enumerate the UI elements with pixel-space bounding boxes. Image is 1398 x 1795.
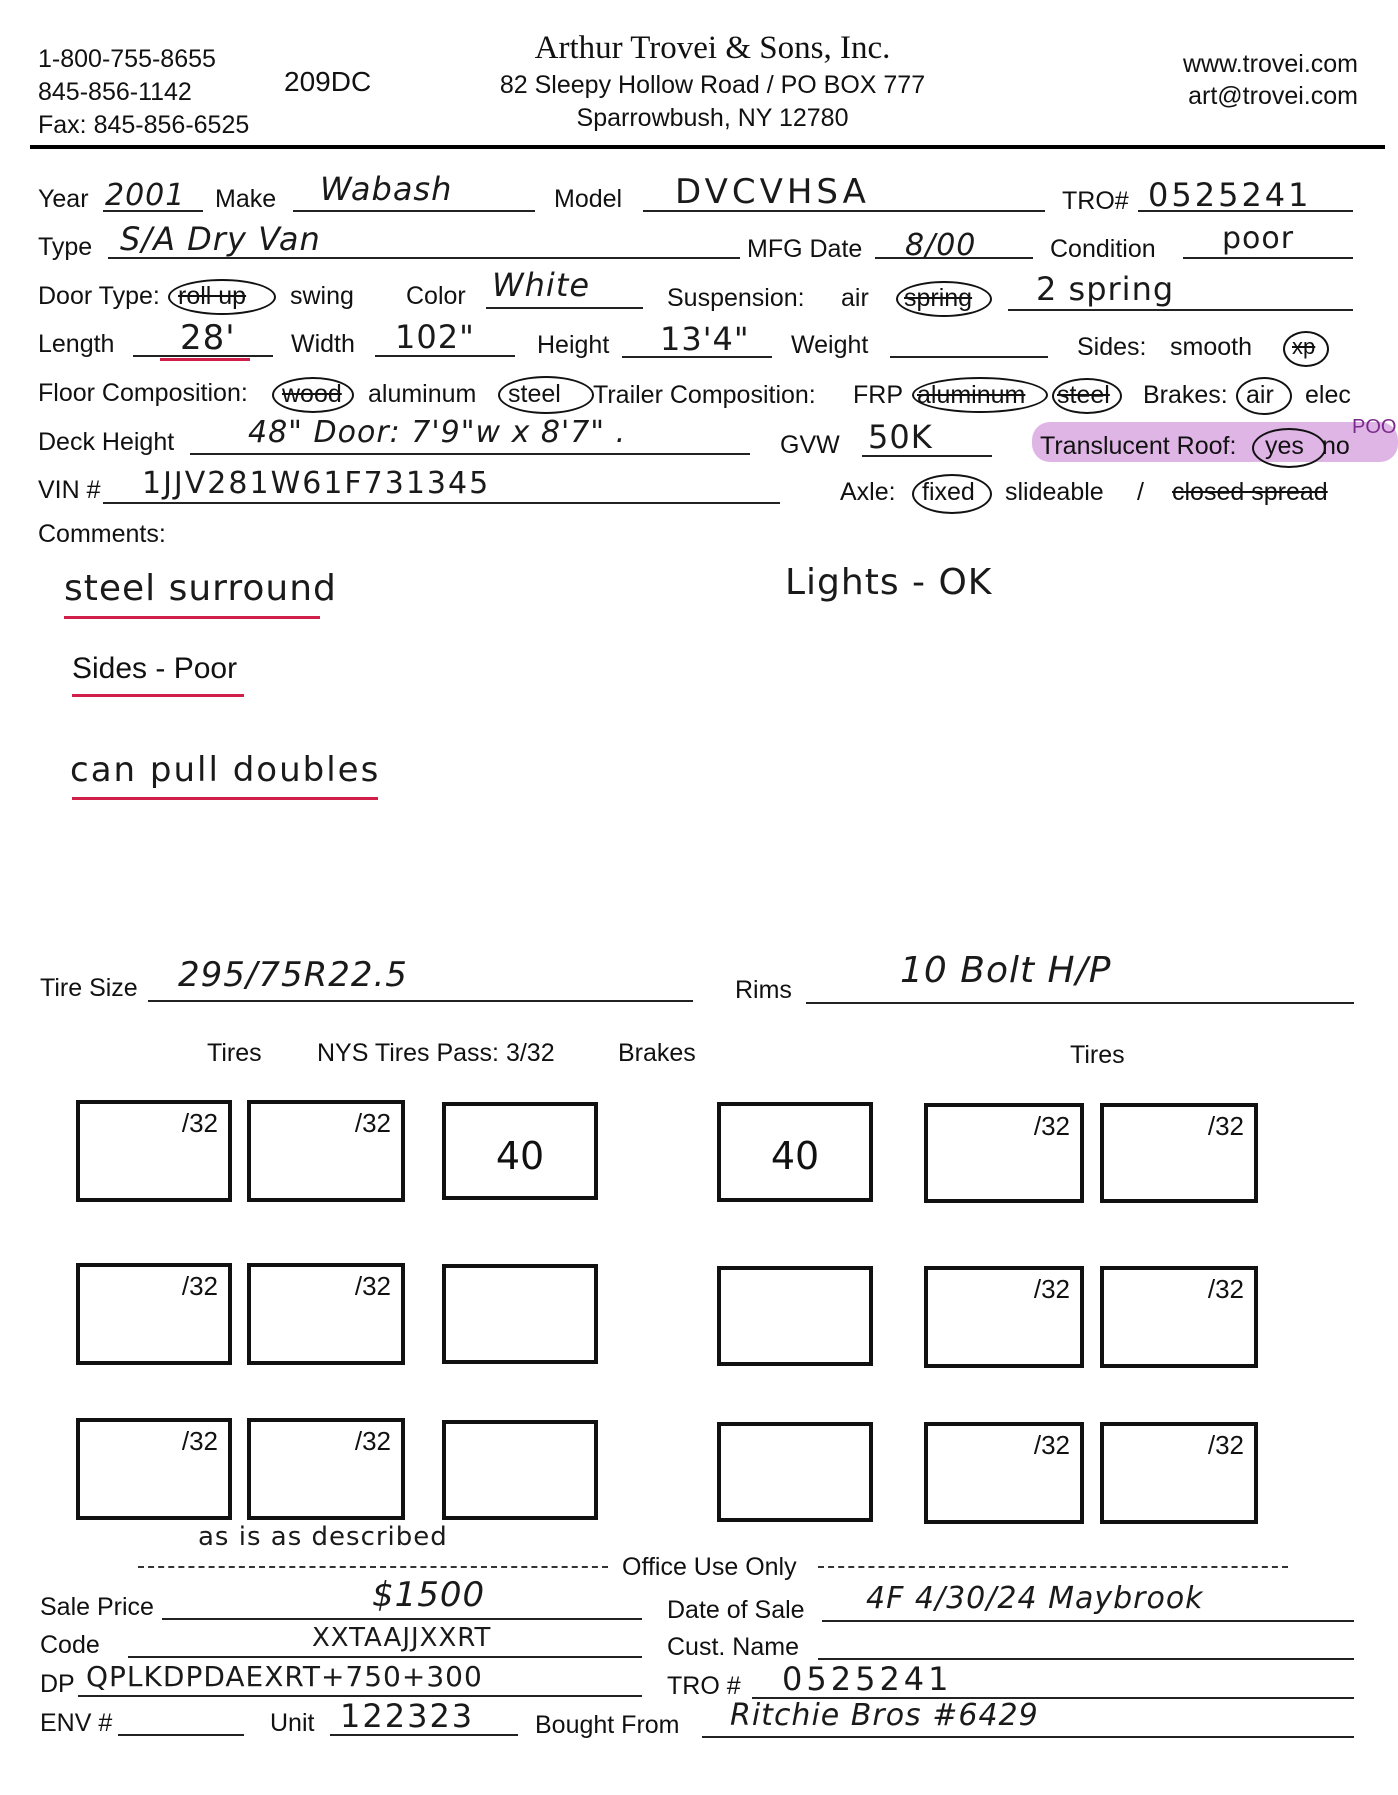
label-code: Code	[40, 1631, 100, 1659]
code-field-line	[128, 1656, 642, 1658]
color-value[interactable]: White	[492, 266, 591, 304]
condition-value[interactable]: poor	[1222, 221, 1295, 256]
year-value[interactable]: 2001	[105, 178, 186, 213]
label-bought-from: Bought From	[535, 1711, 680, 1739]
brake-box-right-2[interactable]	[717, 1266, 873, 1366]
suspension-note-value[interactable]: 2 spring	[1036, 270, 1175, 308]
tire-tread-fraction: /32	[1033, 1274, 1070, 1304]
brake-box-left-2[interactable]	[442, 1264, 598, 1364]
tro-value[interactable]: 0525241	[1148, 176, 1312, 214]
type-value[interactable]: S/A Dry Van	[120, 220, 321, 258]
label-width: Width	[291, 330, 355, 358]
label-floor-composition: Floor Composition:	[38, 379, 248, 407]
brake-box-left-1[interactable]	[442, 1102, 598, 1200]
label-rims: Rims	[735, 976, 792, 1004]
date-of-sale-value[interactable]: 4F 4/30/24 Maybrook	[866, 1581, 1204, 1616]
label-deck-height: Deck Height	[38, 428, 175, 456]
tire-tread-fraction: /32	[354, 1426, 391, 1456]
sale-price-field-line	[162, 1618, 642, 1620]
deck-height-value[interactable]: 48" Door: 7'9"w x 8'7" .	[248, 415, 627, 450]
label-translucent-roof: Translucent Roof:	[1040, 432, 1237, 460]
tire-tread-fraction: /32	[181, 1426, 218, 1456]
tires-right-heading: Tires	[1070, 1041, 1125, 1069]
model-value[interactable]: DVCVHSA	[675, 172, 870, 212]
tire-tread-fraction: /32	[1207, 1274, 1244, 1304]
header-rule	[30, 145, 1385, 149]
unit-value[interactable]: 122323	[340, 1697, 475, 1735]
company-email: art@trovei.com	[1188, 82, 1358, 110]
floor-option-aluminum[interactable]: aluminum	[368, 380, 477, 408]
label-condition: Condition	[1050, 235, 1156, 263]
comment-can-pull-doubles[interactable]: can pull doubles	[70, 750, 381, 790]
axle-separator: /	[1137, 478, 1144, 506]
brakes-option-elec[interactable]: elec	[1305, 381, 1351, 409]
suspension-option-spring[interactable]: spring	[904, 284, 973, 312]
label-height: Height	[537, 331, 610, 359]
as-is-note[interactable]: as is as described	[198, 1522, 448, 1552]
sale-price-value[interactable]: $1500	[372, 1575, 486, 1615]
fax-number: Fax: 845-856-6525	[38, 111, 250, 139]
label-trailer-composition: Trailer Composition:	[593, 381, 816, 409]
label-date-of-sale: Date of Sale	[667, 1596, 805, 1624]
vin-value[interactable]: 1JJV281W61F731345	[142, 466, 491, 501]
label-comments: Comments:	[38, 520, 166, 548]
make-value[interactable]: Wabash	[320, 170, 453, 208]
code-value[interactable]: XXTAAJJXXRT	[312, 1623, 492, 1653]
bought-from-value[interactable]: Ritchie Bros #6429	[730, 1698, 1039, 1733]
company-website: www.trovei.com	[1182, 50, 1358, 78]
vin-field-line	[103, 502, 780, 504]
deck-height-field-line	[190, 453, 750, 455]
make-field-line	[293, 210, 535, 212]
tire-tread-fraction: /32	[181, 1108, 218, 1138]
floor-option-steel[interactable]: steel	[508, 380, 561, 408]
roof-option-no[interactable]: no	[1322, 432, 1350, 460]
suspension-option-air[interactable]: air	[841, 284, 869, 312]
env-field-line	[118, 1734, 244, 1736]
label-tro-office: TRO #	[667, 1672, 741, 1700]
axle-option-fixed[interactable]: fixed	[922, 478, 975, 506]
trailer-option-aluminum[interactable]: aluminum	[917, 381, 1026, 409]
phone-1: 1-800-755-8655	[38, 45, 216, 73]
brakes-option-air[interactable]: air	[1246, 381, 1274, 409]
label-cust-name: Cust. Name	[667, 1633, 799, 1661]
label-vin: VIN #	[38, 476, 101, 504]
label-sides: Sides:	[1077, 333, 1147, 361]
door-option-roll-up[interactable]: roll up	[178, 282, 247, 310]
label-year: Year	[38, 185, 89, 213]
dp-value[interactable]: QPLKDPDAEXRT+750+300	[86, 1660, 483, 1693]
tire-box-left-outer-1[interactable]	[76, 1100, 232, 1202]
rims-value[interactable]: 10 Bolt H/P	[900, 950, 1112, 991]
comment-sides-poor[interactable]: Sides - Poor	[72, 652, 238, 685]
company-address-1: 82 Sleepy Hollow Road / PO BOX 777	[499, 71, 926, 99]
tire-size-field-line	[148, 1000, 693, 1002]
label-axle: Axle:	[840, 478, 896, 506]
tire-tread-fraction: /32	[354, 1108, 391, 1138]
roof-note: POO	[1352, 416, 1397, 438]
width-value[interactable]: 102"	[395, 318, 475, 356]
tire-box-left-inner-2[interactable]	[247, 1263, 405, 1365]
brake-box-right-3[interactable]	[717, 1422, 873, 1522]
mfg-date-value[interactable]: 8/00	[905, 228, 977, 263]
height-value[interactable]: 13'4"	[660, 320, 750, 358]
brake-box-right-1[interactable]	[717, 1102, 873, 1202]
comment-steel-surround[interactable]: steel surround	[64, 568, 337, 609]
office-dash-left	[138, 1566, 608, 1568]
company-name: Arthur Trovei & Sons, Inc.	[534, 30, 891, 66]
suspension-note-line	[1008, 309, 1353, 311]
tire-tread-fraction: /32	[1033, 1111, 1070, 1141]
label-color: Color	[406, 282, 466, 310]
label-brakes: Brakes:	[1143, 381, 1228, 409]
gvw-value[interactable]: 50K	[868, 418, 933, 456]
tire-box-right-outer-2[interactable]	[1100, 1266, 1258, 1368]
tire-box-right-outer-1[interactable]	[1100, 1103, 1258, 1203]
label-sale-price: Sale Price	[40, 1593, 154, 1621]
comment-lights-ok[interactable]: Lights - OK	[785, 562, 993, 603]
label-suspension: Suspension:	[667, 284, 805, 312]
length-value[interactable]: 28'	[180, 318, 236, 358]
form-code: 209DC	[284, 66, 372, 97]
label-door-type: Door Type:	[38, 282, 160, 310]
axle-option-closed-spread[interactable]: closed spread	[1172, 478, 1328, 506]
tire-tread-fraction: /32	[1207, 1430, 1244, 1460]
label-type: Type	[38, 233, 93, 261]
door-option-swing[interactable]: swing	[290, 282, 354, 310]
brake-value-right-1: 40	[770, 1134, 820, 1178]
bought-from-field-line	[702, 1736, 1354, 1738]
tire-box-right-inner-1[interactable]	[924, 1103, 1084, 1203]
length-pink-underline	[160, 358, 250, 361]
phone-2: 845-856-1142	[38, 78, 192, 106]
tire-box-left-outer-3[interactable]	[76, 1418, 232, 1520]
nys-tires-pass-heading: NYS Tires Pass: 3/32	[317, 1039, 555, 1067]
comment-3-underline	[72, 797, 378, 800]
tire-box-left-outer-2[interactable]	[76, 1263, 232, 1365]
tire-tread-fraction: /32	[1207, 1111, 1244, 1141]
trailer-option-steel[interactable]: steel	[1057, 381, 1110, 409]
label-weight: Weight	[791, 331, 869, 359]
tire-size-value[interactable]: 295/75R22.5	[178, 955, 408, 995]
label-make: Make	[215, 185, 277, 213]
office-dash-right	[818, 1566, 1288, 1568]
tro-office-value[interactable]: 0525241	[782, 1660, 953, 1698]
trailer-option-frp[interactable]: FRP	[853, 381, 903, 409]
label-model: Model	[554, 185, 623, 213]
tire-tread-fraction: /32	[354, 1271, 391, 1301]
tire-box-left-inner-3[interactable]	[247, 1418, 405, 1520]
brake-value-left-1: 40	[495, 1134, 545, 1178]
label-env: ENV #	[40, 1709, 113, 1737]
label-gvw: GVW	[780, 431, 840, 459]
label-tro: TRO#	[1062, 187, 1129, 215]
label-mfg-date: MFG Date	[747, 235, 863, 263]
date-of-sale-field-line	[822, 1620, 1354, 1622]
rims-field-line	[806, 1002, 1354, 1004]
comment-1-underline	[64, 616, 320, 619]
tire-box-right-inner-3[interactable]	[924, 1422, 1084, 1524]
comment-2-underline	[72, 694, 244, 697]
label-unit: Unit	[270, 1709, 315, 1737]
floor-option-wood[interactable]: wood	[282, 380, 342, 408]
office-use-heading: Office Use Only	[622, 1553, 797, 1581]
weight-field-line	[890, 356, 1048, 358]
condition-field-line	[1183, 257, 1353, 259]
tire-tread-fraction: /32	[1033, 1430, 1070, 1460]
label-tire-size: Tire Size	[40, 974, 138, 1002]
axle-option-slideable[interactable]: slideable	[1005, 478, 1104, 506]
tire-box-left-inner-1[interactable]	[247, 1100, 405, 1202]
sides-option-smooth[interactable]: smooth	[1170, 333, 1252, 361]
tires-left-heading: Tires	[207, 1039, 262, 1067]
brake-box-left-3[interactable]	[442, 1420, 598, 1520]
tire-tread-fraction: /32	[181, 1271, 218, 1301]
roof-option-yes[interactable]: yes	[1265, 432, 1304, 460]
tire-box-right-inner-2[interactable]	[924, 1266, 1084, 1368]
company-address-2: Sparrowbush, NY 12780	[576, 104, 849, 132]
color-field-line	[486, 307, 643, 309]
brakes-heading: Brakes	[618, 1039, 696, 1067]
sides-option-xp[interactable]: xp	[1292, 334, 1316, 359]
tire-box-right-outer-3[interactable]	[1100, 1422, 1258, 1524]
label-length: Length	[38, 330, 115, 358]
label-dp: DP	[40, 1670, 75, 1698]
